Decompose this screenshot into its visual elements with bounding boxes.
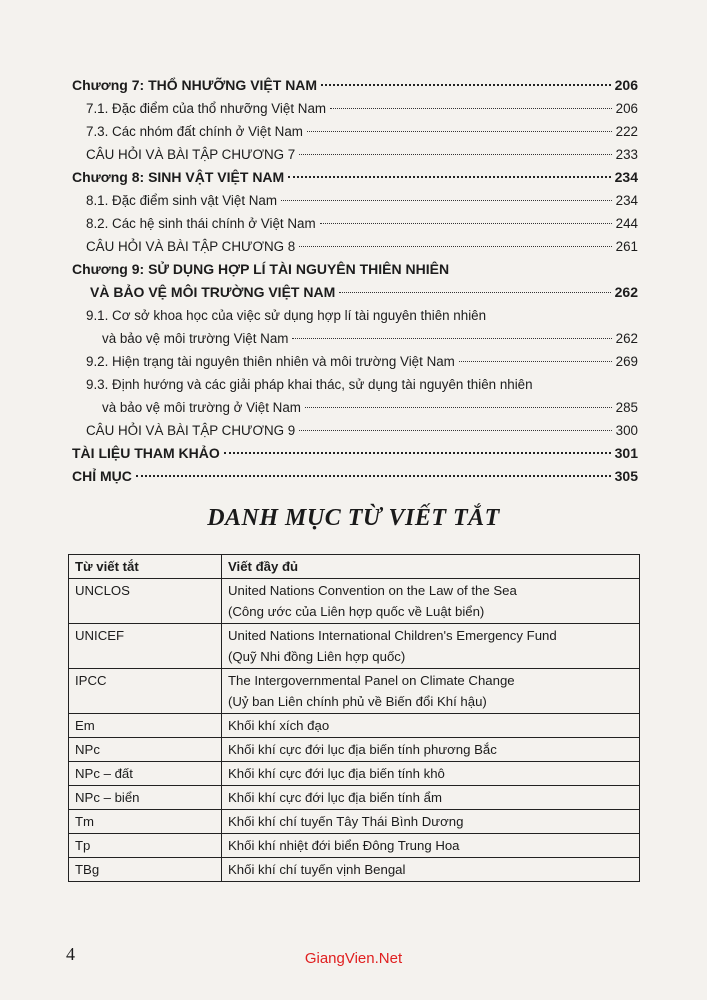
- toc-item[interactable]: 7.1. Đặc điểm của thổ nhưỡng Việt Nam 206: [86, 101, 638, 116]
- abbr-cell: UNCLOS: [69, 579, 222, 624]
- toc-item[interactable]: 9.3. Định hướng và các giải pháp khai thác, sử dụng tài nguyên thiên nhiên: [86, 377, 533, 392]
- toc-item[interactable]: CÂU HỎI VÀ BÀI TẬP CHƯƠNG 9 300: [86, 423, 638, 438]
- toc-item[interactable]: và bảo vệ môi trường ở Việt Nam 285: [102, 400, 638, 415]
- full-cell: Khối khí chí tuyến Tây Thái Bình Dương: [222, 810, 640, 834]
- column-header: Từ viết tắt: [69, 555, 222, 579]
- full-cell: Khối khí xích đạo: [222, 714, 640, 738]
- full-cell: Khối khí cực đới lục địa biến tính phương Bắc: [222, 738, 640, 762]
- abbr-cell: Tp: [69, 834, 222, 858]
- abbr-cell: IPCC: [69, 669, 222, 714]
- column-header: Viết đầy đủ: [222, 555, 640, 579]
- toc-item[interactable]: 8.1. Đặc điểm sinh vật Việt Nam 234: [86, 193, 638, 208]
- abbr-cell: TBg: [69, 858, 222, 882]
- table-row: [69, 714, 640, 738]
- table-row: [69, 786, 640, 810]
- toc-chapter-9-line1[interactable]: Chương 9: SỬ DỤNG HỢP LÍ TÀI NGUYÊN THIÊN NHIÊN: [72, 261, 450, 277]
- abbr-cell: NPc – đất: [69, 762, 222, 786]
- full-cell: United Nations International Children's Emergency Fund (Quỹ Nhi đồng Liên hợp quốc): [222, 624, 640, 669]
- abbr-cell: Em: [69, 714, 222, 738]
- toc-chapter-9-line2[interactable]: VÀ BẢO VỆ MÔI TRƯỜNG VIỆT NAM 262: [90, 284, 638, 300]
- full-cell: Khối khí cực đới lục địa biến tính khô: [222, 762, 640, 786]
- toc-references[interactable]: TÀI LIỆU THAM KHẢO 301: [72, 445, 638, 461]
- toc-item[interactable]: 9.2. Hiện trạng tài nguyên thiên nhiên và môi trường Việt Nam 269: [86, 354, 638, 369]
- abbr-cell: NPc: [69, 738, 222, 762]
- abbr-cell: Tm: [69, 810, 222, 834]
- full-cell: Khối khí nhiệt đới biển Đông Trung Hoa: [222, 834, 640, 858]
- toc-item[interactable]: CÂU HỎI VÀ BÀI TẬP CHƯƠNG 8 261: [86, 239, 638, 254]
- table-header-row: [69, 555, 640, 579]
- table-row: [69, 810, 640, 834]
- toc-item[interactable]: CÂU HỎI VÀ BÀI TẬP CHƯƠNG 7 233: [86, 147, 638, 162]
- table-row: [69, 738, 640, 762]
- abbreviations-heading: DANH MỤC TỪ VIẾT TẮT: [207, 505, 500, 531]
- full-cell: Khối khí chí tuyến vịnh Bengal: [222, 858, 640, 882]
- table-row: [69, 624, 640, 669]
- toc-item[interactable]: 9.1. Cơ sở khoa học của việc sử dụng hợp lí tài nguyên thiên nhiên: [86, 308, 487, 323]
- table-row: [69, 579, 640, 624]
- table-row: [69, 858, 640, 882]
- toc-index[interactable]: CHỈ MỤC 305: [72, 468, 638, 484]
- full-cell: The Intergovernmental Panel on Climate Change (Uỷ ban Liên chính phủ về Biến đổi Khí hậu): [222, 669, 640, 714]
- watermark: GiangVien.Net: [304, 950, 403, 967]
- toc-item[interactable]: 8.2. Các hệ sinh thái chính ở Việt Nam 244: [86, 216, 638, 231]
- abbreviations-table: [68, 554, 640, 882]
- page-number: 4: [66, 944, 75, 964]
- table-of-contents: [72, 74, 638, 488]
- abbr-cell: NPc – biển: [69, 786, 222, 810]
- toc-chapter-8[interactable]: Chương 8: SINH VẬT VIỆT NAM 234: [72, 169, 638, 185]
- table-row: [69, 669, 640, 714]
- toc-item[interactable]: 7.3. Các nhóm đất chính ở Việt Nam 222: [86, 124, 638, 139]
- toc-chapter-7[interactable]: Chương 7: THỔ NHƯỠNG VIỆT NAM 206: [72, 77, 638, 93]
- full-cell: Khối khí cực đới lục địa biến tính ẩm: [222, 786, 640, 810]
- toc-item[interactable]: và bảo vệ môi trường Việt Nam 262: [102, 331, 638, 346]
- abbr-cell: UNICEF: [69, 624, 222, 669]
- table-row: [69, 834, 640, 858]
- full-cell: United Nations Convention on the Law of the Sea (Công ước của Liên hợp quốc về Luật biển): [222, 579, 640, 624]
- table-row: [69, 762, 640, 786]
